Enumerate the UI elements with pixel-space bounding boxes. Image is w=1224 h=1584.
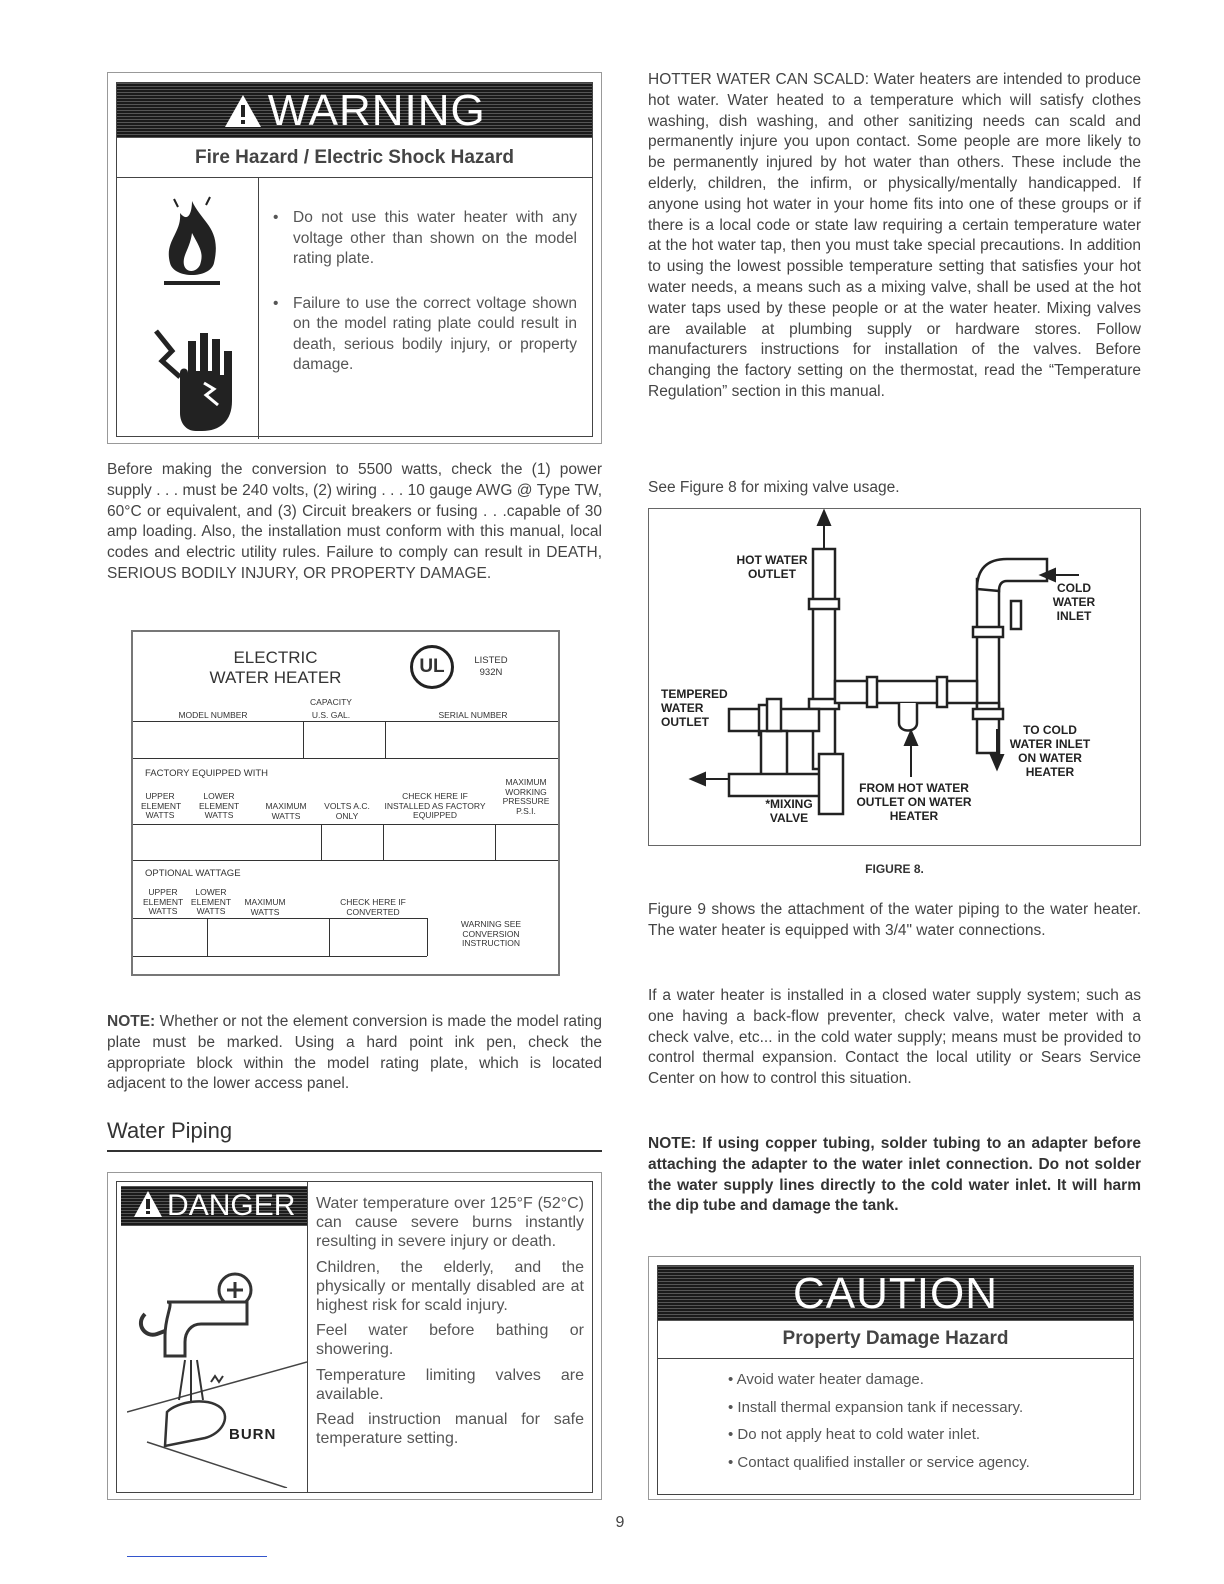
check-installed-label: CHECK HERE IF INSTALLED AS FACTORY EQUIPPED <box>384 791 486 820</box>
caution-items <box>728 1366 1118 1476</box>
see-figure-text: See Figure 8 for mixing valve usage. <box>648 479 900 496</box>
danger-box <box>107 1172 602 1500</box>
hazard-divider <box>117 177 592 178</box>
scald-faucet-icon <box>127 1262 307 1493</box>
to-cold-water-inlet-label: TO COLD WATER INLET ON WATER HEATER <box>1009 723 1091 779</box>
heading-rule <box>107 1150 602 1152</box>
plate-cell-divider <box>321 824 322 860</box>
ul-logo <box>410 645 454 689</box>
capacity-unit-label: U.S. GAL. <box>311 710 351 720</box>
caution-divider <box>658 1358 1133 1359</box>
caution-item: • Install thermal expansion tank if necessary. <box>728 1398 1024 1416</box>
warning-bullets <box>267 208 577 400</box>
upper-element-label: UPPER ELEMENT WATTS <box>141 791 182 820</box>
factory-equipped-label: FACTORY EQUIPPED WITH <box>145 768 268 779</box>
warning-triangle-icon <box>223 93 263 134</box>
plate-line <box>133 860 558 861</box>
conversion-paragraph: Before making the conversion to 5500 watts, check the (1) power supply . . . must be 240 volts, (2) wiring . . . 10 gauge AWG @ Type TW, 60°C or equivalent, and (3) Circuit breakers or fusing . . .capable of 30 amp loading. Also, the installation must conform with this manual, local codes and electric utility rules. Failure to comply can result in DEATH, SERIOUS BODILY INJURY, OR PROPERTY DAMAGE. <box>107 461 602 582</box>
plate-line <box>133 918 427 919</box>
plate-cell-divider <box>383 824 384 860</box>
rating-plate <box>131 630 560 976</box>
figure8-box <box>648 508 1141 846</box>
opt-lower-label: LOWER ELEMENT WATTS <box>190 887 232 916</box>
opt-upper-label: UPPER ELEMENT WATTS <box>143 887 184 916</box>
tempered-water-outlet-label: TEMPERED WATER OUTLET <box>661 687 728 729</box>
danger-paragraph: Children, the elderly, and the physically or mentally disabled are at highest risk for scald injury. <box>316 1258 584 1315</box>
volts-label: VOLTS A.C. ONLY <box>324 801 370 821</box>
warning-hazard-title: Fire Hazard / Electric Shock Hazard <box>195 147 514 168</box>
plate-cell-divider <box>495 824 496 860</box>
plate-title-1: ELECTRIC <box>233 648 318 667</box>
check-converted-label: CHECK HERE IF CONVERTED <box>340 897 406 917</box>
caution-inner <box>657 1265 1134 1495</box>
danger-paragraph: Feel water before bathing or showering. <box>316 1322 584 1359</box>
plate-cell-divider <box>385 721 386 758</box>
caution-banner <box>658 1266 1133 1321</box>
plate-line <box>133 758 558 759</box>
warning-banner <box>117 83 592 138</box>
caution-hazard-title: Property Damage Hazard <box>782 1328 1009 1349</box>
listed-code: 932N <box>479 667 503 678</box>
plate-line <box>133 956 427 957</box>
water-piping-heading: Water Piping <box>107 1118 233 1143</box>
danger-paragraphs <box>316 1194 584 1448</box>
note-rating-paragraph <box>107 1012 602 1095</box>
footer-link-line <box>127 1556 267 1557</box>
listed-label: LISTED <box>474 655 508 666</box>
figure9-paragraph: Figure 9 shows the attachment of the water piping to the water heater. The water heater is equipped with 3/4" water connections. <box>648 901 1141 939</box>
warning-inner <box>116 82 593 437</box>
danger-paragraph: Temperature limiting valves are available. <box>316 1366 584 1403</box>
figure8-caption: FIGURE 8. <box>865 862 924 876</box>
cold-water-inlet-label: COLD WATER INLET <box>1052 581 1096 623</box>
plate-cell-divider <box>329 918 330 956</box>
danger-inner <box>116 1181 593 1493</box>
warning-title: WARNING <box>267 86 486 135</box>
caution-title: CAUTION <box>793 1269 998 1318</box>
lower-element-label: LOWER ELEMENT WATTS <box>199 791 240 820</box>
maximum-watts-label: MAXIMUM WATTS <box>265 801 307 821</box>
pressure-label: MAXIMUM WORKING PRESSURE P.S.I. <box>502 777 550 816</box>
note-label: NOTE: <box>107 1013 156 1030</box>
caution-box <box>648 1256 1141 1500</box>
serial-number-label: SERIAL NUMBER <box>438 710 508 720</box>
scald-paragraph: HOTTER WATER CAN SCALD: Water heaters are intended to produce hot water. Water heated to a temperature which will satisfy clothes washing, dish washing, and other sanitizing needs can scald and permanently injure you upon contact. Some people are more likely to be permanently injured by hot water than others. These include the elderly, children, the infirm, or physically/mentally handicapped. If anyone using hot water in your home fits into one of these groups or if there is a local code or state law requiring a certain temperature water at the hot water tap, then you must take special precautions. In addition to using the lowest possible temperature setting that satisfies your hot water needs, a means such as a mixing valve, shall be used at the hot water taps used by these people or at the water heater. Mixing valves are available at plumbing supply or hardware stores. Follow manufacturers instructions for installation of the valves. Before changing the factory setting on the thermostat, read the “Temperature Regulation” section in this manual. <box>648 71 1141 400</box>
caution-item: • Do not apply heat to cold water inlet. <box>728 1426 981 1443</box>
electric-shock-icon <box>152 321 242 436</box>
hot-water-outlet-label: HOT WATER OUTLET <box>736 553 808 581</box>
icon-divider <box>258 177 259 439</box>
fire-icon <box>152 193 232 298</box>
capacity-label: CAPACITY <box>310 697 352 707</box>
plate-line <box>133 721 558 722</box>
plate-title-2: WATER HEATER <box>209 668 342 687</box>
warning-box <box>107 72 602 444</box>
caution-item: • Contact qualified installer or service agency. <box>728 1453 1030 1471</box>
warning-conversion-label: WARNING SEE CONVERSION INSTRUCTION <box>460 919 522 948</box>
warning-bullet: • Do not use this water heater with any voltage other than shown on the model rating plate. <box>267 208 577 270</box>
plate-cell-divider <box>427 918 428 956</box>
model-number-label: MODEL NUMBER <box>178 710 248 720</box>
plate-cell-divider <box>207 918 208 956</box>
page-number: 9 <box>615 1514 625 1531</box>
danger-paragraph: Water temperature over 125°F (52°C) can cause severe burns instantly resulting in severe injury or death. <box>316 1195 584 1251</box>
optional-wattage-label: OPTIONAL WATTAGE <box>145 868 241 879</box>
opt-maximum-label: MAXIMUM WATTS <box>244 897 286 917</box>
danger-triangle-icon <box>133 1190 163 1223</box>
burn-label: BURN <box>229 1426 277 1443</box>
closed-system-paragraph: If a water heater is installed in a closed water supply system; such as one having a back-flow preventer, check valve, water meter with a check valve, etc... in the cold water supply; means must be provided to control thermal expansion. Contact the local utility or Sears Service Center on how to control this situation. <box>648 987 1141 1088</box>
plate-cell-divider <box>303 721 304 758</box>
danger-divider <box>307 1182 308 1492</box>
ul-mark: UL <box>419 656 445 677</box>
from-hot-water-outlet-label: FROM HOT WATER OUTLET ON WATER HEATER <box>856 781 972 823</box>
note-copper-paragraph: NOTE: If using copper tubing, solder tubing to an adapter before attaching the adapter to the water inlet connection. Do not solder the water supply lines directly to the cold water inlet. It will harm the dip tube and damage the tank. <box>648 1135 1141 1215</box>
danger-title: DANGER <box>167 1189 296 1222</box>
warning-bullet: • Failure to use the correct voltage shown on the model rating plate could result in death, serious bodily injury, or property damage. <box>267 294 577 376</box>
caution-item: • Avoid water heater damage. <box>728 1371 924 1388</box>
danger-banner <box>121 1186 307 1226</box>
mixing-valve-label: *MIXING VALVE <box>765 797 813 825</box>
danger-paragraph: Read instruction manual for safe temperature setting. <box>316 1411 584 1448</box>
note-text: Whether or not the element conversion is made the model rating plate must be marked. Using a hard point ink pen, check the appropriate block within the model rating plate, which is located adjacent to the lower access panel. <box>107 1013 602 1093</box>
